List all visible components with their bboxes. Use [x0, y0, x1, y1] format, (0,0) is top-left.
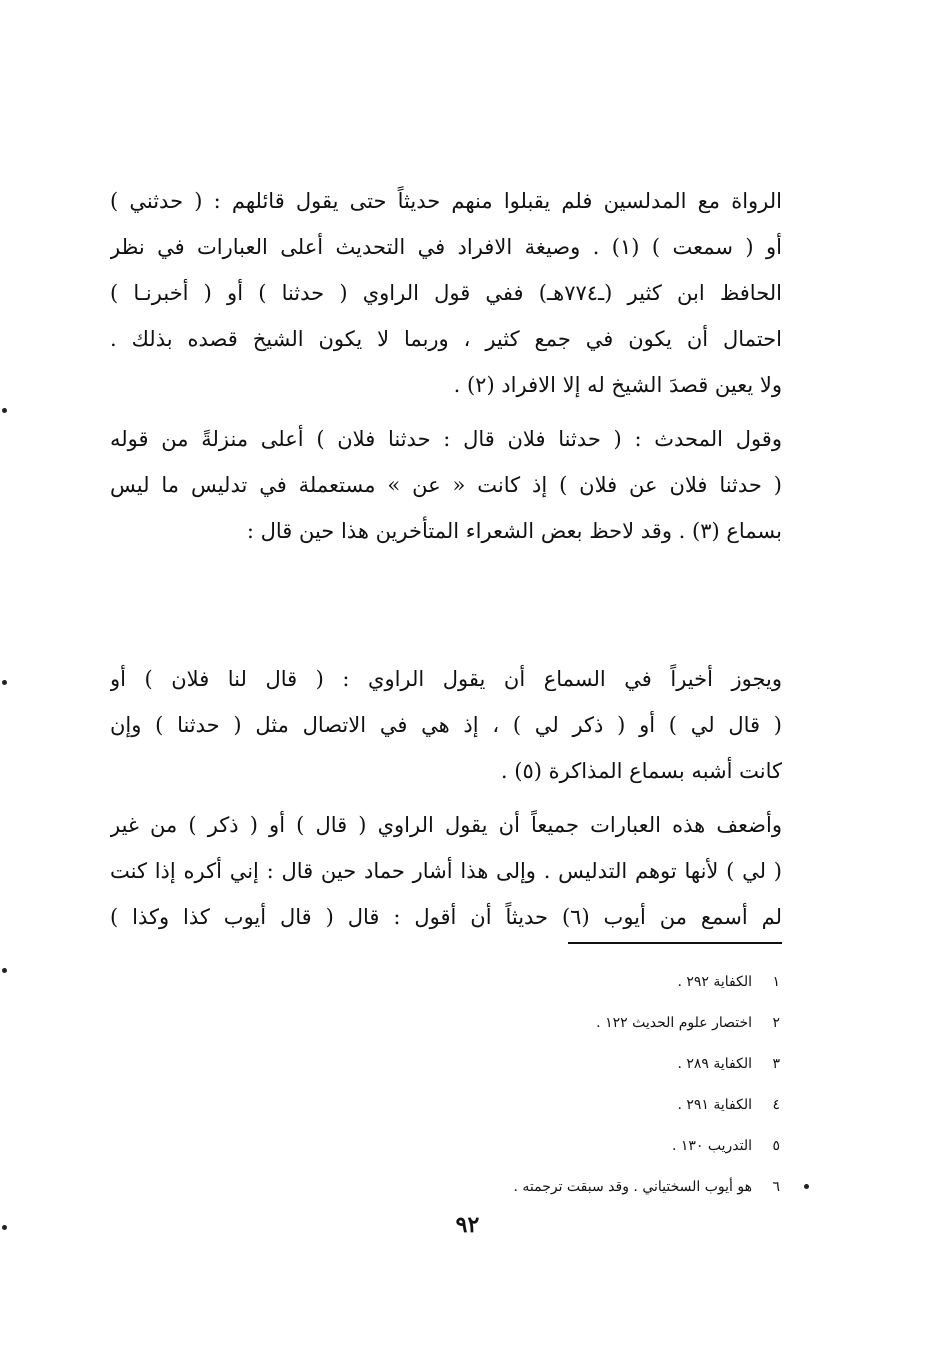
text-line: الرواة مع المدلسين فلم يقبلوا منهم حديثاً حتى يقول قائلهم : ( حدثني )	[110, 189, 782, 213]
footnote-text: الكفاية ٢٩٢ .	[677, 974, 752, 990]
text-line: وقول المحدث : ( حدثنا فلان قال : حدثنا فلان ) أعلى منزلةً من قوله	[110, 427, 782, 451]
text-line: الحافظ ابن كثير (ـ٧٧٤هـ) ففي قول الراوي ( حدثنا ) أو ( أخبرنـا )	[110, 281, 782, 305]
main-text	[110, 178, 782, 554]
footnote-number: ٣	[772, 1056, 780, 1072]
scan-speck	[2, 968, 7, 973]
page-number: ٩٢	[455, 1212, 480, 1238]
scan-speck	[804, 1184, 809, 1189]
footnote	[260, 1044, 780, 1085]
text-line: ولا يعين قصدَ الشيخ له إلا الافراد (٢) .	[453, 373, 782, 397]
footnote-number: ٢	[772, 1015, 780, 1031]
scan-speck	[2, 408, 7, 413]
footnotes	[260, 962, 780, 1208]
main-text-continued	[110, 656, 782, 940]
paragraph-3	[110, 656, 782, 794]
text-line: لم أسمع من أيوب (٦) حديثاً أن أقول : قال ( قال أيوب كذا وكذا )	[110, 905, 782, 929]
scan-speck	[2, 680, 7, 685]
text-line: ويجوز أخيراً في السماع أن يقول الراوي : ( قال لنا فلان ) أو	[110, 667, 782, 691]
paragraph-4	[110, 802, 782, 940]
footnote-number: ٥	[772, 1138, 780, 1154]
footnote-text: التدريب ١٣٠ .	[671, 1138, 752, 1154]
footnote	[260, 1003, 780, 1044]
footnote	[260, 962, 780, 1003]
paragraph-2	[110, 416, 782, 554]
text-line: بسماع (٣) . وقد لاحظ بعض الشعراء المتأخرين هذا حين قال :	[246, 519, 782, 543]
footnote	[260, 1167, 780, 1208]
poem-verse	[160, 554, 730, 642]
scan-speck	[2, 1225, 7, 1230]
footnote-number: ٤	[772, 1097, 780, 1113]
verse-line	[160, 598, 730, 642]
footnote-text: الكفاية ٢٨٩ .	[677, 1056, 752, 1072]
footnote-text: هو أيوب السختياني . وقد سبقت ترجمته .	[513, 1179, 752, 1195]
footnote-number: ٦	[772, 1179, 780, 1195]
footnote-number: ١	[772, 974, 780, 990]
verse-line	[160, 554, 730, 598]
text-line: وأضعف هذه العبارات جميعاً أن يقول الراوي ( قال ) أو ( ذكر ) من غير	[110, 813, 782, 837]
text-line: كانت أشبه بسماع المذاكرة (٥) .	[500, 759, 782, 783]
text-line: احتمال أن يكون في جمع كثير ، وربما لا يكون الشيخ قصده بذلك .	[110, 327, 782, 351]
text-line: ( حدثنا فلان عن فلان ) إذ كانت « عن » مستعملة في تدليس ما ليس	[110, 473, 782, 497]
text-line: أو ( سمعت ) (١) . وصيغة الافراد في التحديث أعلى العبارات في نظر	[110, 235, 782, 259]
footnote-text: اختصار علوم الحديث ١٢٢ .	[596, 1015, 752, 1031]
text-line: ( لي ) لأنها توهم التدليس . وإلى هذا أشار حماد حين قال : إني أكره إذا كنت	[110, 859, 782, 883]
paragraph-1	[110, 178, 782, 408]
footnote-divider	[568, 942, 782, 944]
text-line: ( قال لي ) أو ( ذكر لي ) ، إذ هي في الاتصال مثل ( حدثنا ) وإن	[110, 713, 782, 737]
footnote	[260, 1126, 780, 1167]
footnote-text: الكفاية ٢٩١ .	[677, 1097, 752, 1113]
footnote	[260, 1085, 780, 1126]
